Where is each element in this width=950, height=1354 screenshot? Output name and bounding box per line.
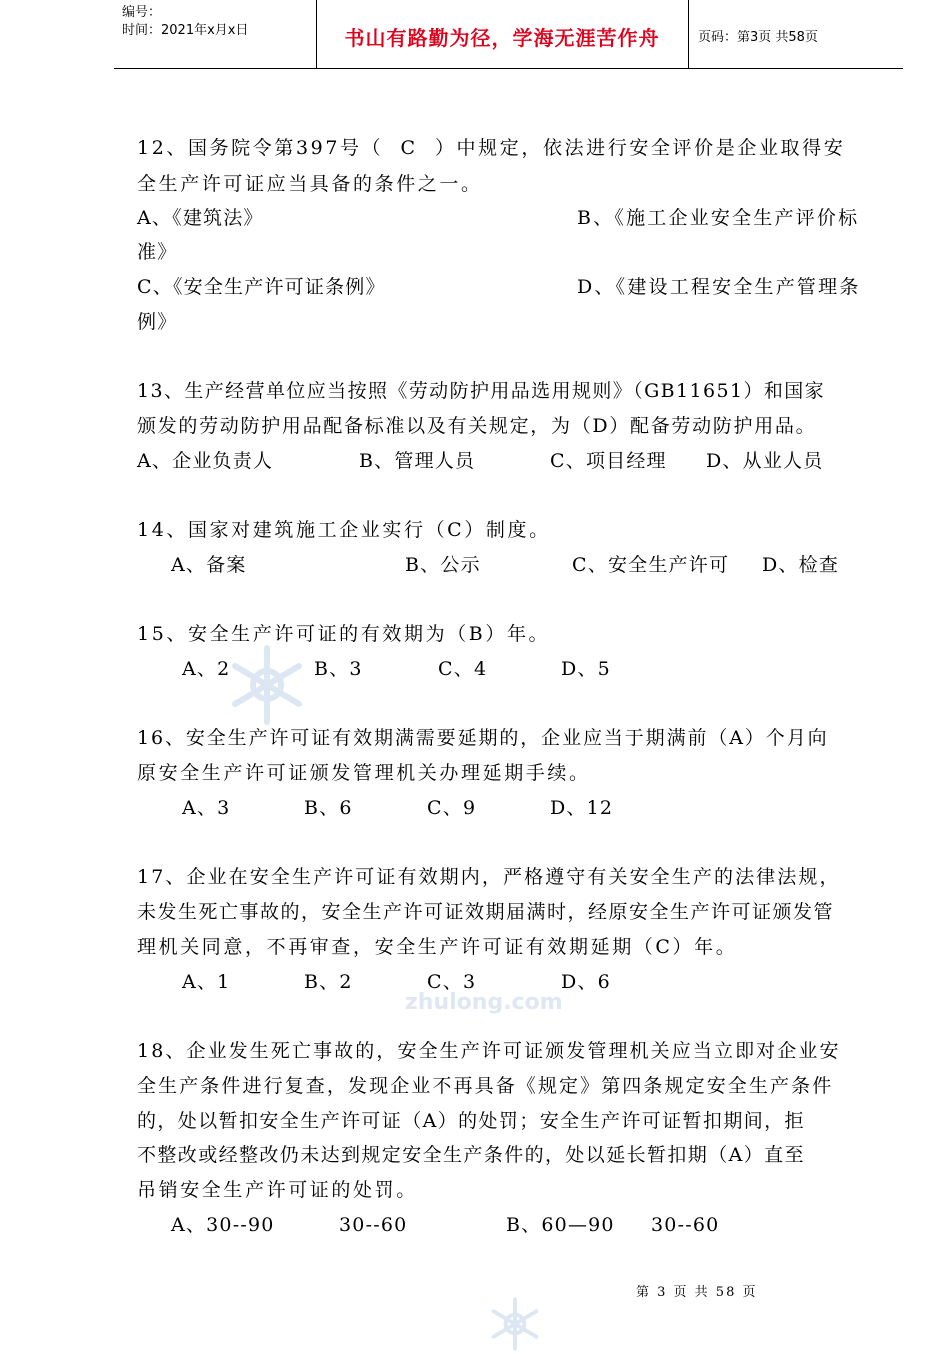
question-18-line-4: 不整改或经整改仍未达到规定安全生产条件的，处以延长暂扣期（A）直至 xyxy=(137,1144,805,1166)
question-12-option-b: B、《施工企业安全生产评价标 xyxy=(577,207,860,229)
question-14-option-b: B、公示 xyxy=(405,554,481,576)
question-15-option-d: D、5 xyxy=(561,658,611,680)
question-13-option-a: A、企业负责人 xyxy=(137,450,274,472)
question-12-option-a: A、《建筑法》 xyxy=(137,207,264,229)
question-13-option-c: C、项目经理 xyxy=(550,450,667,472)
document-number-label: 编号： xyxy=(122,5,162,20)
question-16-option-b: B、6 xyxy=(304,797,353,819)
question-12-option-d-wrap: 例》 xyxy=(137,311,178,333)
question-17-line-1: 17、企业在安全生产许可证有效期内，严格遵守有关安全生产的法律法规， xyxy=(137,866,841,888)
header-meta-cell xyxy=(114,0,317,68)
question-18-line-3: 的，处以暂扣安全生产许可证（A）的处罚；安全生产许可证暂扣期间，拒 xyxy=(137,1110,805,1132)
question-12-option-c: C、《安全生产许可证条例》 xyxy=(137,276,386,298)
question-18-line-2: 全生产条件进行复查，发现企业不再具备《规定》第四条规定安全生产条件 xyxy=(137,1075,834,1097)
header-motto: 书山有路勤为径，学海无涯苦作舟 xyxy=(344,26,660,50)
question-18-option-a: A、30--90 xyxy=(171,1214,275,1236)
question-17-option-a: A、1 xyxy=(182,971,231,993)
question-16-option-c: C、9 xyxy=(427,797,477,819)
question-15-option-b: B、3 xyxy=(314,658,363,680)
document-date: 时间：2021年x月x日 xyxy=(122,23,249,38)
question-14-line-1: 14、国家对建筑施工企业实行（C）制度。 xyxy=(137,519,551,541)
question-17-option-b: B、2 xyxy=(304,971,353,993)
question-12-option-b-wrap: 准》 xyxy=(137,241,178,263)
question-15-option-c: C、4 xyxy=(438,658,488,680)
question-18-line-5: 吊销安全生产许可证的处罚。 xyxy=(137,1179,418,1201)
header-motto-cell xyxy=(316,0,689,68)
question-18-option-b-alt: 30--60 xyxy=(651,1214,720,1236)
header-page-cell xyxy=(688,0,903,68)
page-header xyxy=(114,0,903,69)
question-17-option-d: D、6 xyxy=(561,971,611,993)
question-13-line-1: 13、生产经营单位应当按照《劳动防护用品选用规则》（GB11651）和国家 xyxy=(137,380,826,402)
question-12-option-d: D、《建设工程安全生产管理条 xyxy=(577,276,861,298)
question-18-line-1: 18、企业发生死亡事故的，安全生产许可证颁发管理机关应当立即对企业安 xyxy=(137,1040,841,1062)
question-13-line-2: 颁发的劳动防护用品配备标准以及有关规定，为（D）配备劳动防护用品。 xyxy=(137,415,817,437)
question-13-option-b: B、管理人员 xyxy=(359,450,476,472)
question-17-option-c: C、3 xyxy=(427,971,477,993)
question-16-option-a: A、3 xyxy=(182,797,231,819)
watermark-logo-icon xyxy=(222,640,312,730)
question-15-option-a: A、2 xyxy=(182,658,231,680)
question-16-line-2: 原安全生产许可证颁发管理机关办理延期手续。 xyxy=(137,762,591,784)
question-14-option-c: C、安全生产许可 xyxy=(572,554,730,576)
question-15-line-1: 15、安全生产许可证的有效期为（B）年。 xyxy=(137,623,551,645)
question-12-line-2: 全生产许可证应当具备的条件之一。 xyxy=(137,173,483,195)
question-12-line-1: 12、国务院令第397号（ C ）中规定，依法进行安全评价是企业取得安 xyxy=(137,137,846,159)
watermark-text: zhulong.com xyxy=(405,990,563,1015)
question-18-option-b: B、60—90 xyxy=(506,1214,615,1236)
question-13-option-d: D、从业人员 xyxy=(706,450,824,472)
question-14-option-d: D、检查 xyxy=(762,554,840,576)
question-18-option-a-alt: 30--60 xyxy=(339,1214,408,1236)
question-17-line-2: 未发生死亡事故的，安全生产许可证效期届满时，经原安全生产许可证颁发管 xyxy=(137,901,835,923)
question-16-option-d: D、12 xyxy=(550,797,614,819)
question-16-line-1: 16、安全生产许可证有效期满需要延期的，企业应当于期满前（A）个月向 xyxy=(137,727,829,749)
question-17-line-3: 理机关同意，不再审查，安全生产许可证有效期延期（C）年。 xyxy=(137,936,738,958)
header-page-number: 页码：第3页 共58页 xyxy=(698,30,818,45)
watermark-logo-icon xyxy=(480,1294,550,1354)
question-14-option-a: A、备案 xyxy=(171,554,247,576)
page-footer: 第 3 页 共 58 页 xyxy=(636,1285,758,1300)
